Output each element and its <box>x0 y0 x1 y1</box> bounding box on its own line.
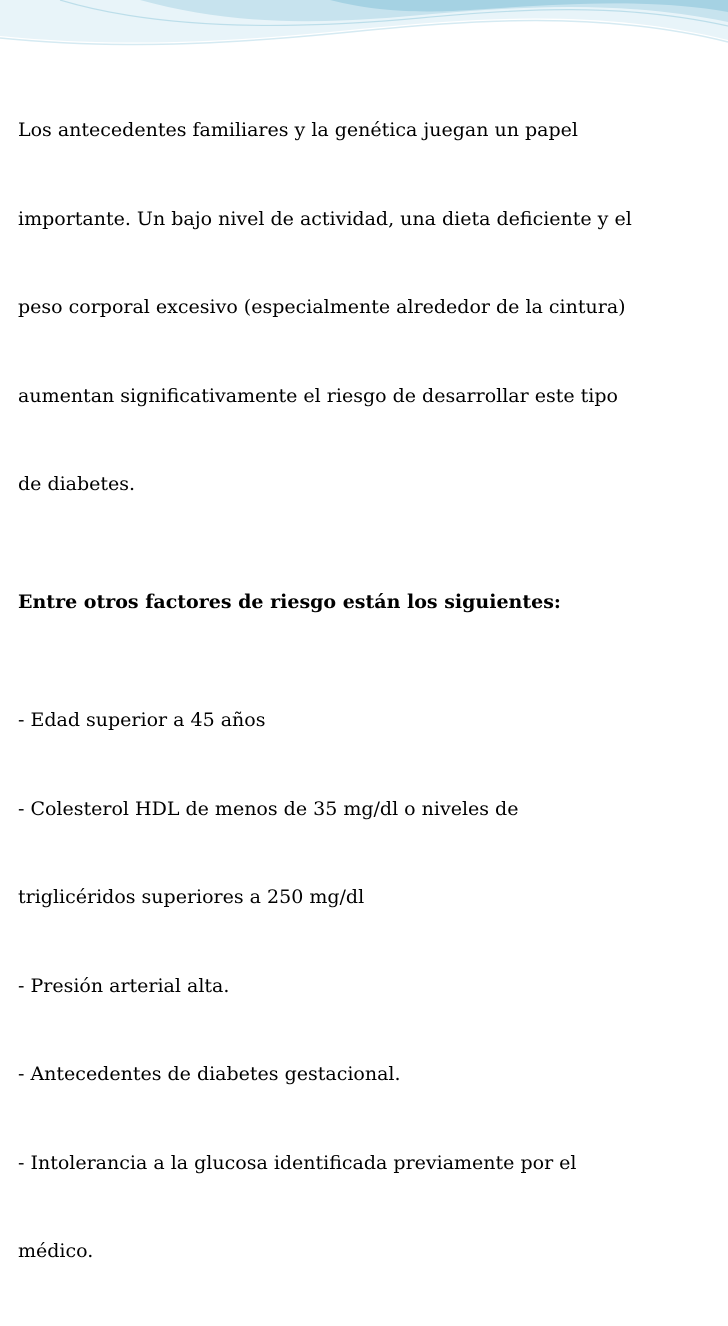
risk-factor-line: - Intolerancia a la glucosa identificada previamente por el <box>18 1151 577 1174</box>
intro-paragraph <box>18 57 718 559</box>
risk-factor-line: triglicéridos superiores a 250 mg/dl <box>18 886 365 908</box>
intro-line: importante. Un bajo nivel de actividad, una dieta deficiente y el <box>18 207 632 230</box>
intro-line: de diabetes. <box>18 473 136 495</box>
risk-factor-line: - Antecedentes de diabetes gestacional. <box>18 1063 401 1085</box>
risk-factor-line: - Colesterol HDL de menos de 35 mg/dl o niveles de <box>18 797 519 820</box>
spacer <box>18 559 718 589</box>
risk-factors-heading: Entre otros factores de riesgo están los siguientes: <box>18 591 561 613</box>
spacer <box>18 618 718 648</box>
intro-line: aumentan significativamente el riesgo de desarrollar este tipo <box>18 384 618 407</box>
slide-text-body <box>18 57 718 1326</box>
risk-factor-line: - Edad superior a 45 años <box>18 709 266 731</box>
intro-line: peso corporal excesivo (especialmente alrededor de la cintura) <box>18 296 626 318</box>
risk-factors-list <box>18 647 718 1326</box>
risk-factor-line: médico. <box>18 1240 94 1262</box>
intro-line: Los antecedentes familiares y la genética juegan un papel <box>18 119 578 141</box>
risk-factor-line: - Presión arterial alta. <box>18 974 230 997</box>
